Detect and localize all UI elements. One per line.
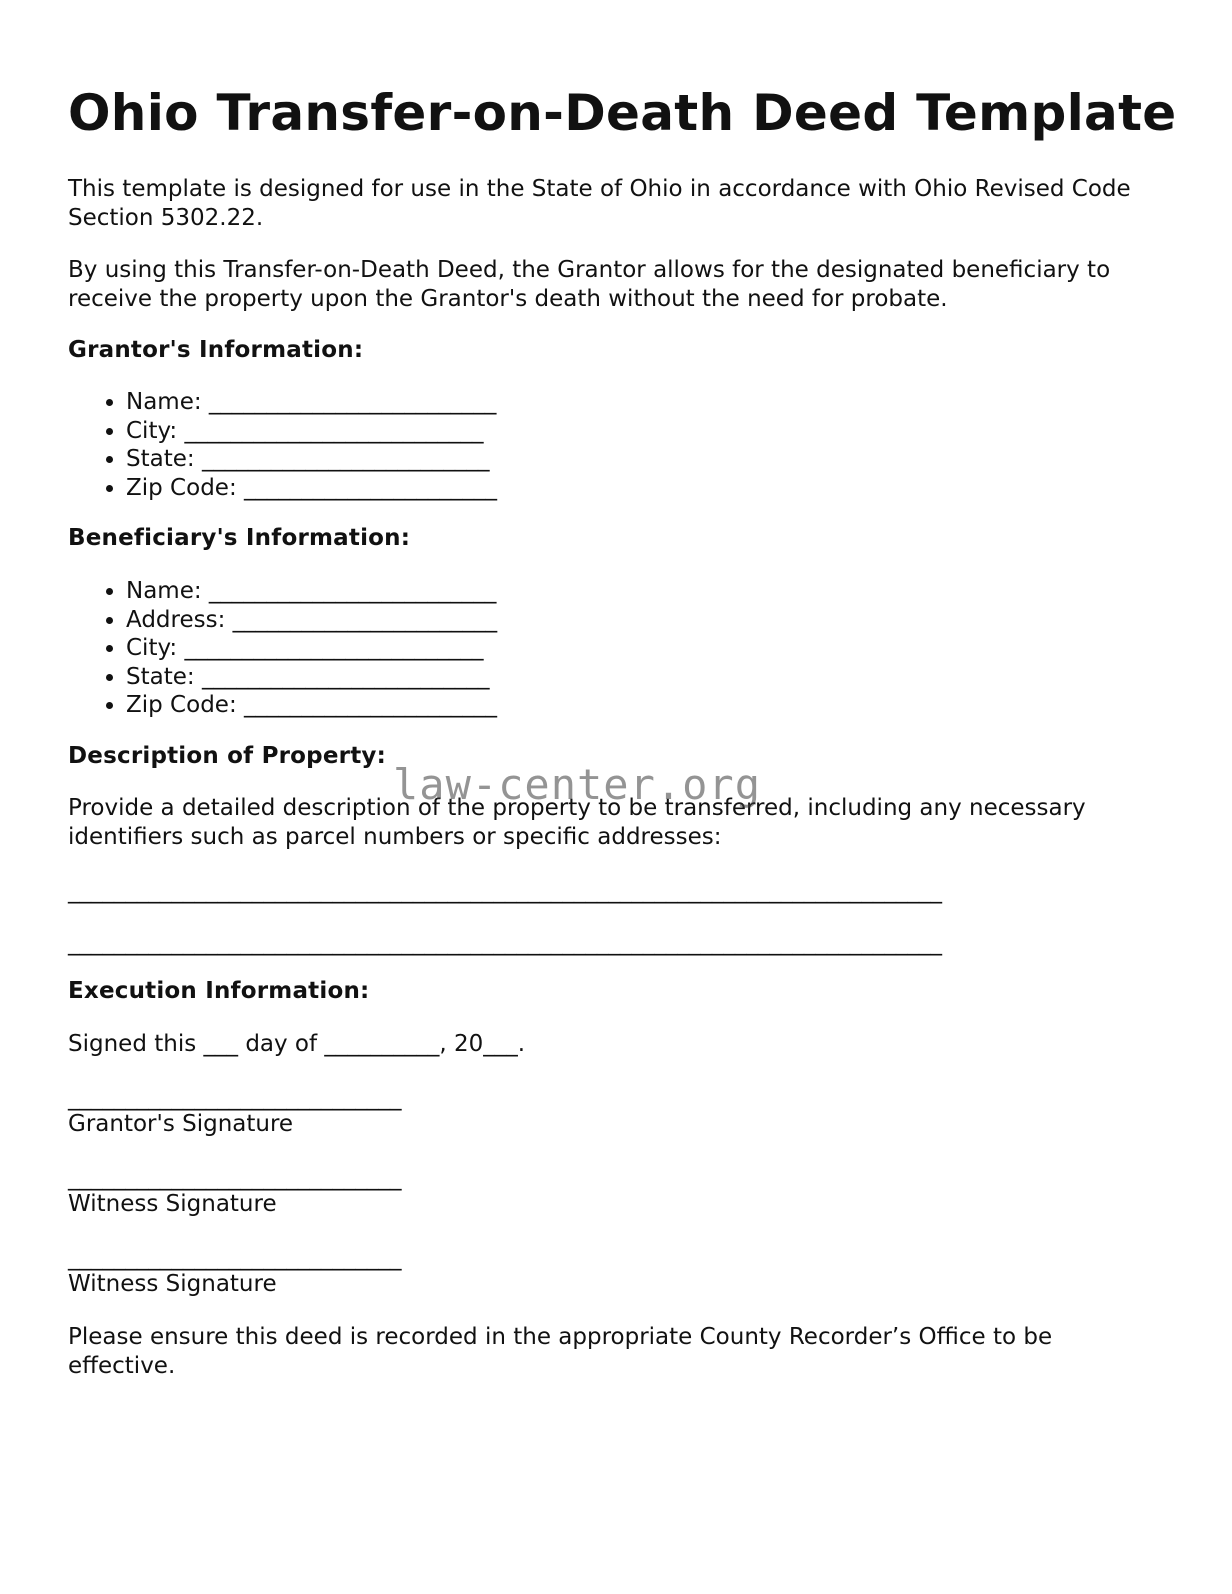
grantor-signature-label: Grantor's Signature — [68, 1111, 294, 1137]
execution-heading: Execution Information: — [68, 978, 370, 1004]
grantor-signature-line[interactable]: _____________________________ — [68, 1085, 402, 1111]
witness-1-signature-line[interactable]: _____________________________ — [68, 1165, 402, 1191]
property-instructions: Provide a detailed description of the property to be transferred, including any necessary identifiers such as parcel numbers or specific addresses: — [68, 795, 1086, 850]
grantor-zip-field[interactable]: • Zip Code: ______________________ — [126, 474, 497, 503]
grantor-field-list — [68, 388, 497, 502]
grantor-name-field[interactable]: • Name: _________________________ — [126, 388, 497, 417]
beneficiary-heading: Beneficiary's Information: — [68, 525, 411, 551]
witness-1-signature-label: Witness Signature — [68, 1191, 277, 1217]
beneficiary-zip-field[interactable]: • Zip Code: ______________________ — [126, 691, 497, 720]
signed-date-line[interactable]: Signed this ___ day of __________, 20___. — [68, 1031, 526, 1057]
property-description-line-1[interactable]: ____________________________________________________________________________ — [68, 878, 942, 904]
property-description-line-2[interactable]: ____________________________________________________________________________ — [68, 930, 942, 956]
intro-paragraph-2: By using this Transfer-on-Death Deed, the Grantor allows for the designated beneficiary to receive the property upon the Grantor's death without the need for probate. — [68, 257, 1111, 312]
witness-2-signature-label: Witness Signature — [68, 1271, 277, 1297]
beneficiary-state-field[interactable]: • State: _________________________ — [126, 663, 497, 692]
beneficiary-field-list — [68, 577, 497, 720]
witness-2-signature-line[interactable]: _____________________________ — [68, 1245, 402, 1271]
beneficiary-name-field[interactable]: • Name: _________________________ — [126, 577, 497, 606]
grantor-heading: Grantor's Information: — [68, 337, 364, 363]
grantor-state-field[interactable]: • State: _________________________ — [126, 445, 497, 474]
property-heading: Description of Property: — [68, 743, 386, 769]
grantor-city-field[interactable]: • City: __________________________ — [126, 417, 497, 446]
intro-paragraph-1: This template is designed for use in the State of Ohio in accordance with Ohio Revised Code Section 5302.22. — [68, 176, 1131, 231]
page-title: Ohio Transfer-on-Death Deed Template — [68, 84, 1177, 142]
beneficiary-address-field[interactable]: • Address: _______________________ — [126, 606, 497, 635]
watermark-text: law-center.org — [393, 760, 762, 809]
beneficiary-city-field[interactable]: • City: __________________________ — [126, 634, 497, 663]
recording-note: Please ensure this deed is recorded in the appropriate County Recorder’s Office to be effective. — [68, 1324, 1053, 1379]
